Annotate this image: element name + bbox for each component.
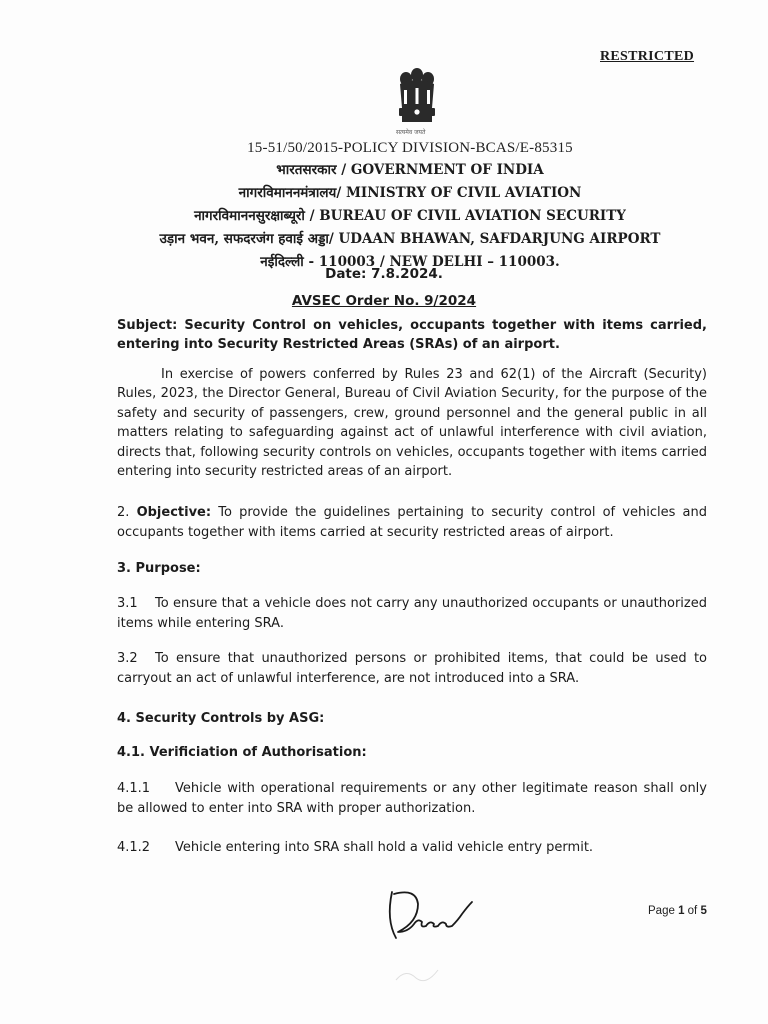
objective-text: To provide the guidelines pertaining to security control of vehicles and occupants together with items carried at security restricted areas of airport. (117, 505, 707, 540)
purpose-heading: 3. Purpose: (117, 561, 201, 576)
purpose-item-text: To ensure that unauthorized persons or prohibited items, that could be used to carryout an act of unlawful interference, are not introduced into a SRA. (117, 651, 707, 686)
verification-item-text: Vehicle with operational requirements or any other legitimate reason shall only be allowed to enter into SRA with proper authorization. (117, 781, 707, 816)
header-line-government: भारतसरकार / GOVERNMENT OF INDIA (276, 162, 544, 178)
purpose-item-text: To ensure that a vehicle does not carry any unauthorized occupants or unauthorized items while entering SRA. (117, 596, 707, 631)
header-line-city: नईदिल्ली - 110003 / NEW DELHI – 110003. (260, 254, 560, 270)
subject-paragraph: Subject: Security Control on vehicles, occupants together with items carried, entering into Security Restricted Areas (SRAs) of an airport. (117, 318, 707, 352)
letterhead (130, 140, 690, 274)
header-line-bureau: नागरविमाननसुरक्षाब्यूरो / BUREAU OF CIVIL AVIATION SECURITY (194, 208, 626, 224)
verification-item-4-1-1 (117, 779, 707, 819)
purpose-item-3-2 (117, 649, 707, 689)
verification-item-4-1-2 (117, 838, 707, 858)
purpose-item-number: 3.1 (117, 596, 138, 611)
intro-paragraph: In exercise of powers conferred by Rules 23 and 62(1) of the Aircraft (Security) Rules, 2023, the Director General, Bureau of Civil Aviation Security, for the purpose of the safety and security of passengers, crew, ground personnel and the general public in all matters relating to safeguarding against act of unlawful interference with civil aviation, directs that, following security controls on vehicles, occupants together with items carried entering into security restricted areas of an airport. (117, 367, 707, 480)
purpose-item-3-1 (117, 594, 707, 634)
header-line-address: उड़ान भवन, सफदरजंग हवाई अड्डा/ UDAAN BHAWAN, SAFDARJUNG AIRPORT (159, 231, 661, 247)
verification-item-number: 4.1.1 (117, 781, 151, 796)
signature-image (378, 880, 478, 950)
total-pages: 5 (700, 905, 707, 917)
emblem-motto: सत्यमेव जयते (396, 129, 426, 136)
purpose-item-number: 3.2 (117, 651, 138, 666)
order-date: Date: 7.8.2024. (325, 266, 443, 282)
objective-label: Objective: (136, 505, 212, 520)
classification-label: RESTRICTED (600, 49, 695, 64)
verification-item-text: Vehicle entering into SRA shall hold a valid vehicle entry permit. (175, 840, 594, 855)
faint-stamp-mark (392, 960, 442, 990)
page-indicator: Page 1 of 5 (648, 905, 707, 917)
header-line-ministry: नागरविमाननमंत्रालय/ MINISTRY OF CIVIL AVIATION (238, 185, 582, 201)
reference-number: 15-51/50/2015-POLICY DIVISION-BCAS/E-85315 (247, 140, 573, 156)
objective-paragraph (117, 503, 707, 542)
current-page: 1 (678, 905, 685, 917)
verification-item-number: 4.1.2 (117, 840, 151, 855)
objective-number: 2. (117, 505, 130, 520)
controls-heading: 4. Security Controls by ASG: (117, 711, 325, 726)
verification-heading: 4.1. Verificiation of Authorisation: (117, 745, 367, 760)
order-number: AVSEC Order No. 9/2024 (291, 293, 477, 309)
